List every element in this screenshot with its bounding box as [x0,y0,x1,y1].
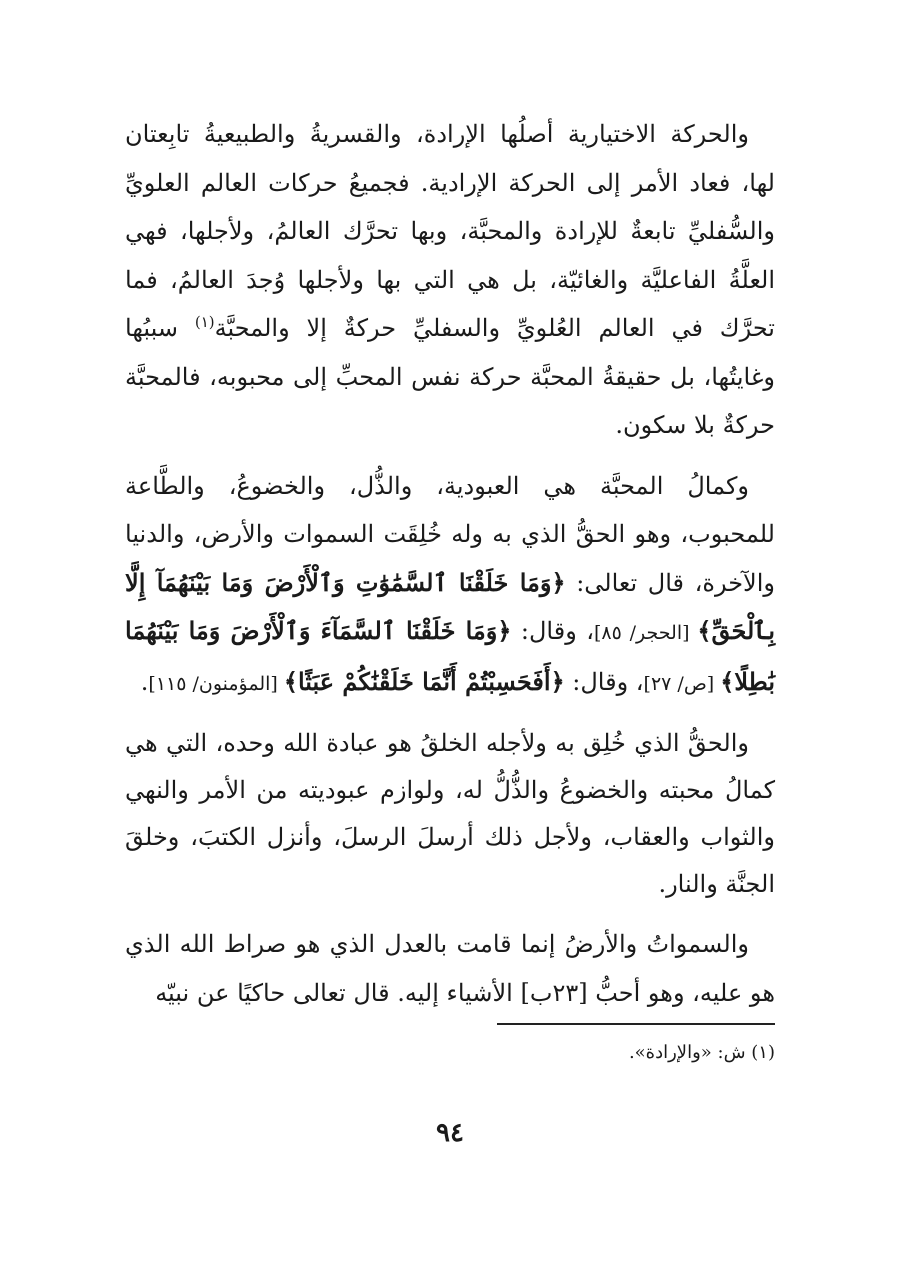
paragraph-2-text-3: ، وقال: [564,667,644,696]
page-body [125,110,775,1029]
verse-reference-3: [المؤمنون/ ١١٥] [148,672,284,695]
footnote-divider [497,1023,775,1025]
paragraph-1-text: والحركة الاختيارية أصلُها الإرادة، والقسريةُ والطبيعيةُ تابِعتان لها، فعاد الأمر إلى الحركة الإرادية. فجميعُ حركات العالم العلويِّ والسُّفليِّ تابعةٌ للإرادة والمحبَّة، وبها تحرَّك العالمُ، ولأجلها، فهي العلَّةُ الفاعليَّة والغائيّة، بل هي التي بها ولأجلها وُجدَ العالمُ، فما تحرَّك في العالم العُلويِّ والسفليِّ حركةٌ إلا والمحبَّة [125,120,775,342]
quran-verse-2: ﴿وَمَا خَلَقْنَا ٱلسَّمَآءَ وَٱلْأَرْضَ وَمَا بَيْنَهُمَا بَٰطِلًا﴾ [125,616,775,696]
paragraph-3 [125,720,775,908]
verse-reference-1: [الحجر/ ٨٥] [593,622,698,644]
verse-reference-2: [ص/ ٢٧] [643,672,721,695]
paragraph-2-text: وكمالُ المحبَّة هي العبودية، والذُّل، والخضوعُ، والطَّاعة للمحبوب، وهو الحقُّ الذي به وله خُلِقَت السموات والأرض، والدنيا والآخرة، قال تعالى: [125,471,775,597]
quran-verse-1: ﴿وَمَا خَلَقْنَا ٱلسَّمَٰوَٰتِ وَٱلْأَرْضَ وَمَا بَيْنَهُمَآ إِلَّا بِٱلْحَقِّ﴾ [125,567,775,645]
page-number: ٩٤ [436,1118,464,1148]
paragraph-4 [125,920,775,1017]
paragraph-4-text: والسمواتُ والأرضُ إنما قامت بالعدل الذي هو صراط الله الذي هو عليه، وهو أحبُّ [٢٣ب] الأشياء إليه. قال تعالى حاكيًا عن نبيّه [125,930,775,1007]
paragraph-2 [125,462,775,709]
footnote: (١) ش: «والإرادة». [628,1042,775,1063]
footnote-marker: (١) [194,313,215,331]
paragraph-3-text: والحقُّ الذي خُلِق به ولأجله الخلقُ هو عبادة الله وحده، التي هي كمالُ محبته والخضوعُ والذُّلُّ له، ولوازم عبوديته من الأمر والنهي والثواب والعقاب، ولأجل ذلك أرسلَ الرسلَ، وأنزل الكتبَ، وخلقَ الجنَّة والنار. [125,729,775,898]
paragraph-2-text-4: . [140,667,149,696]
paragraph-1-text-cont: سببُها وغايتُها، بل حقيقةُ المحبَّة حركة نفس المحبِّ إلى محبوبه، فالمحبَّة حركةٌ بلا سكون. [125,314,775,439]
paragraph-2-text-2: ، وقال: [511,617,594,645]
quran-verse-3: ﴿أَفَحَسِبْتُمْ أَنَّمَا خَلَقْنَٰكُمْ عَبَثًا﴾ [283,666,565,696]
paragraph-1 [125,110,775,450]
